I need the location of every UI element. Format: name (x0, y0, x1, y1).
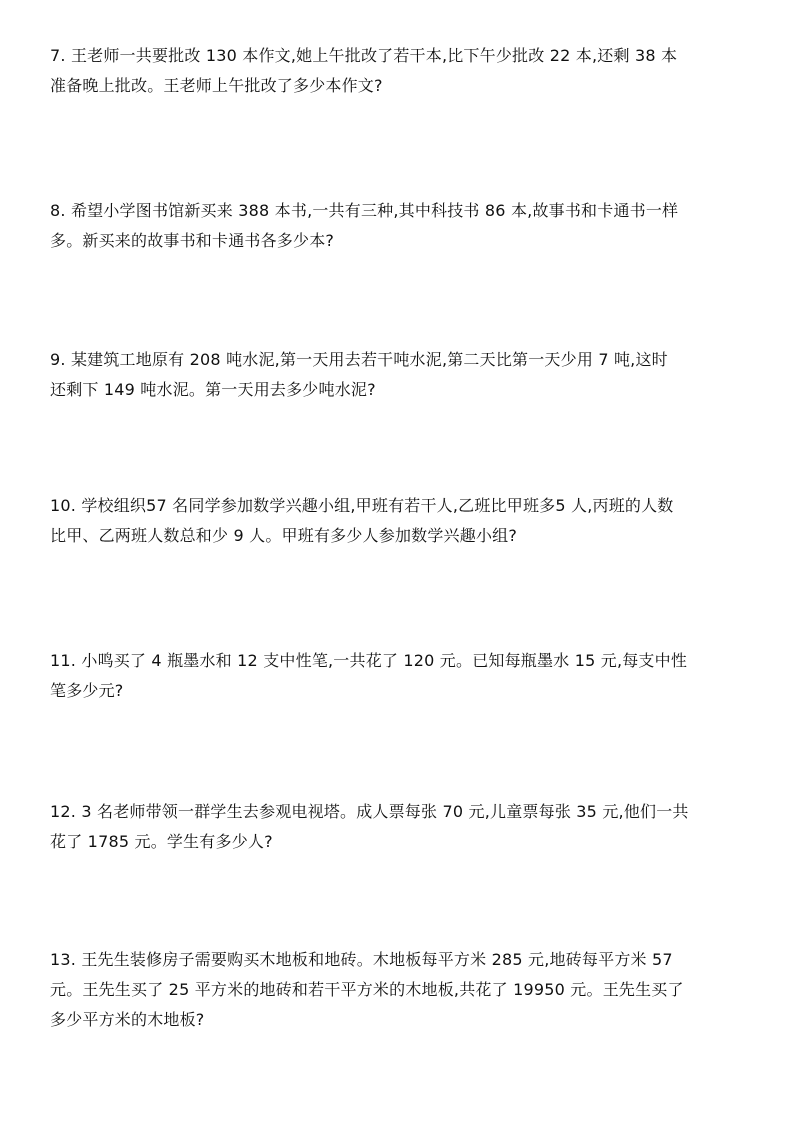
problem-12-line-2: 花了 1785 元。学生有多少人? (50, 832, 273, 851)
problem-7 (50, 41, 750, 101)
problem-10 (50, 491, 750, 551)
problem-7-line-2: 准备晚上批改。王老师上午批改了多少本作文? (50, 76, 383, 95)
problem-11 (50, 646, 750, 706)
problem-8-line-2: 多。新买来的故事书和卡通书各多少本? (50, 231, 335, 250)
problem-10-line-2: 比甲、乙两班人数总和少 9 人。甲班有多少人参加数学兴趣小组? (50, 526, 518, 545)
problem-12-line-1: 12. 3 名老师带领一群学生去参观电视塔。成人票每张 70 元,儿童票每张 35 元,他们一共 (50, 802, 689, 821)
problem-13-line-2: 元。王先生买了 25 平方米的地砖和若干平方米的木地板,共花了 19950 元。王先生买了 (50, 980, 684, 999)
problem-11-line-1: 11. 小鸣买了 4 瓶墨水和 12 支中性笔,一共花了 120 元。已知每瓶墨水 15 元,每支中性 (50, 651, 688, 670)
problem-11-line-2: 笔多少元? (50, 681, 124, 700)
problem-10-line-1: 10. 学校组织57 名同学参加数学兴趣小组,甲班有若干人,乙班比甲班多5 人,丙班的人数 (50, 496, 674, 515)
problem-13-line-1: 13. 王先生装修房子需要购买木地板和地砖。木地板每平方米 285 元,地砖每平方米 57 (50, 950, 673, 969)
problem-13-line-3: 多少平方米的木地板? (50, 1010, 205, 1029)
problem-8 (50, 196, 750, 256)
problem-9 (50, 345, 750, 405)
problem-7-line-1: 7. 王老师一共要批改 130 本作文,她上午批改了若干本,比下午少批改 22 本,还剩 38 本 (50, 46, 678, 65)
problem-9-line-2: 还剩下 149 吨水泥。第一天用去多少吨水泥? (50, 380, 376, 399)
problem-9-line-1: 9. 某建筑工地原有 208 吨水泥,第一天用去若干吨水泥,第二天比第一天少用 7 吨,这时 (50, 350, 668, 369)
problem-13 (50, 945, 750, 1035)
problem-12 (50, 797, 750, 857)
problem-8-line-1: 8. 希望小学图书馆新买来 388 本书,一共有三种,其中科技书 86 本,故事书和卡通书一样 (50, 201, 679, 220)
